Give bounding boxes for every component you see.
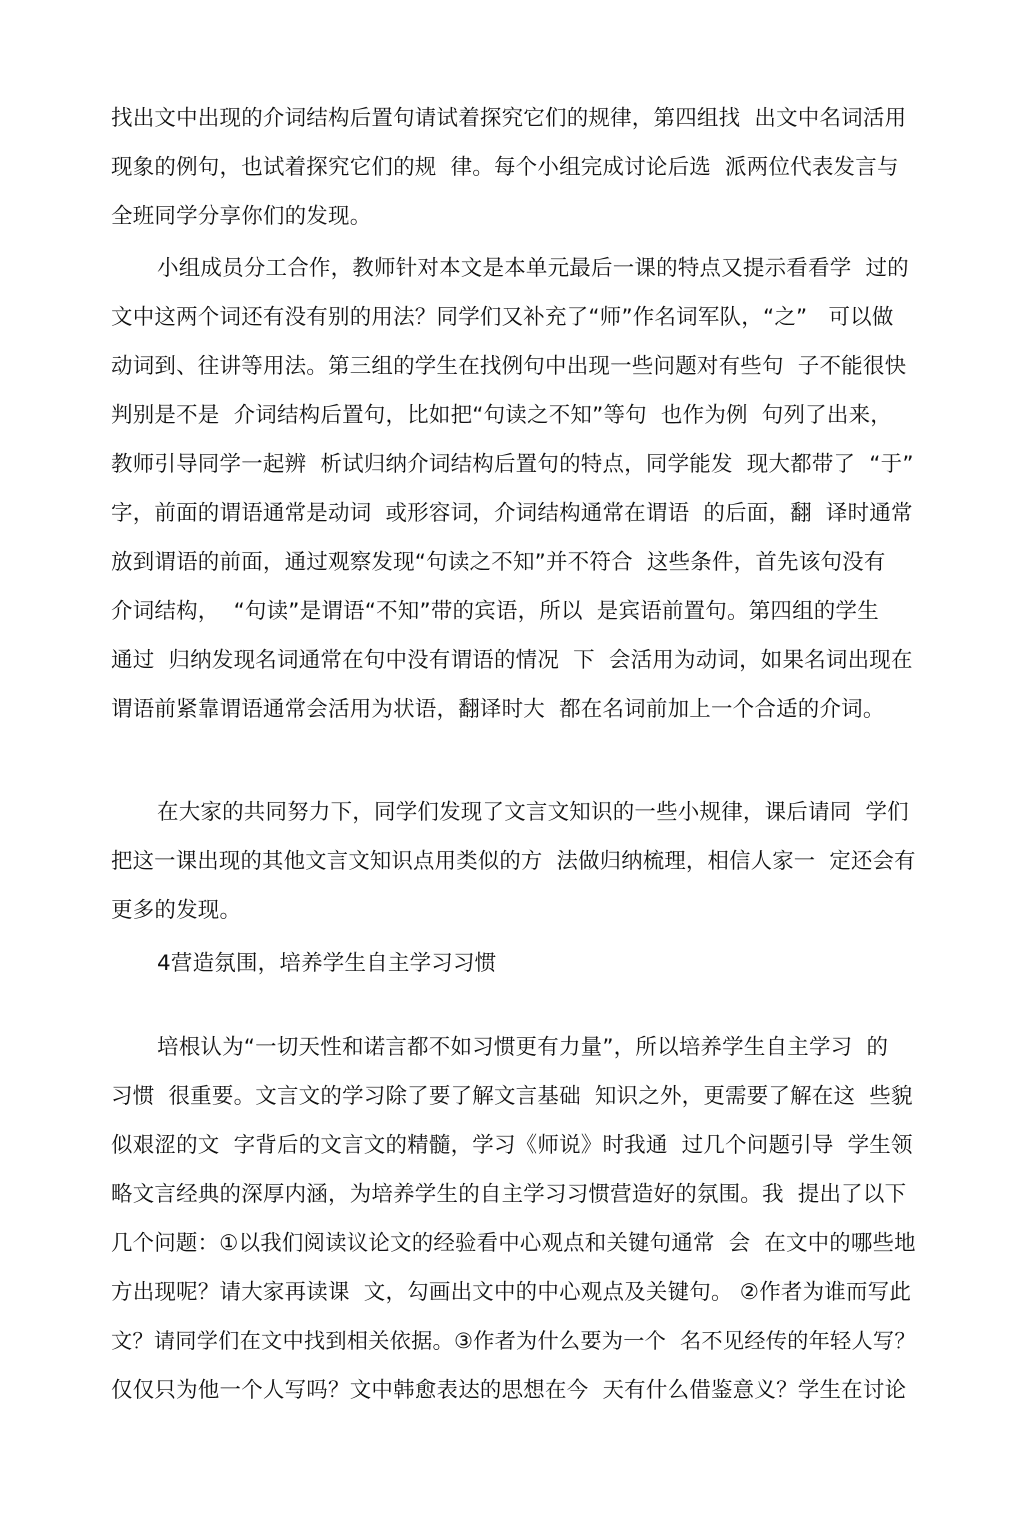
text-line: 把这一课出现的其他文言文知识点用类似的方 法做归纳梳理，相信人家一 定还会有	[111, 849, 916, 874]
text-line: 判别是不是 介词结构后置句，比如把“句读之不知”等句 也作为例 句列了出来，	[111, 403, 892, 428]
text-line: 方出现呢？请大家再读课 文，勾画出文中的中心观点及关键句。 ②作者为谁而写此	[111, 1280, 912, 1305]
text-line: 似艰涩的文 字背后的文言文的精髓，学习《师说》时我通 过几个问题引导 学生领	[111, 1133, 913, 1158]
text-line: 文中这两个词还有没有别的用法？同学们又补充了“师”作名词军队，“之” 可以做	[111, 305, 894, 330]
text-line: 文？请同学们在文中找到相关依据。③作者为什么要为一个 名不见经传的年轻人写？	[111, 1329, 916, 1354]
text-line: 几个问题：①以我们阅读议论文的经验看中心观点和关键句通常 会 在文中的哪些地	[111, 1231, 916, 1256]
text-line: 动词到、往讲等用法。第三组的学生在找例句中出现一些问题对有些句 子不能很快	[111, 354, 907, 379]
text-line: 仅仅只为他一个人写吗？文中韩愈表达的思想在今 天有什么借鉴意义？学生在讨论	[111, 1378, 907, 1403]
text-line: 培根认为“一切天性和诺言都不如习惯更有力量”，所以培养学生自主学习 的	[157, 1035, 889, 1060]
text-line: 通过 归纳发现名词通常在句中没有谓语的情况 下 会活用为动词，如果名词出现在	[111, 648, 913, 673]
text-line: 略文言经典的深厚内涵，为培养学生的自主学习习惯营造好的氛围。我 提出了以下	[111, 1182, 907, 1207]
text-line: 在大家的共同努力下，同学们发现了文言文知识的一些小规律，课后请同 学们	[157, 800, 909, 825]
text-line: 放到谓语的前面，通过观察发现“句读之不知”并不符合 这些条件，首先该句没有	[111, 550, 886, 575]
text-line: 教师引导同学一起辨 析试归纳介词结构后置句的特点，同学能发 现大都带了 “于”	[111, 452, 914, 477]
text-line: 更多的发现。	[111, 898, 242, 923]
text-line: 介词结构， “句读”是谓语“不知”带的宾语，所以 是宾语前置句。第四组的学生	[111, 599, 879, 624]
text-line: 小组成员分工合作，教师针对本文是本单元最后一课的特点又提示看看学 过的	[157, 256, 909, 281]
text-line: 字，前面的谓语通常是动词 或形容词，介词结构通常在谓语 的后面，翻 译时通常	[111, 501, 913, 526]
text-line: 现象的例句，也试着探究它们的规 律。每个小组完成讨论后选 派两位代表发言与	[111, 155, 899, 180]
text-line: 全班同学分享你们的发现。	[111, 204, 372, 229]
text-line: 找出文中出现的介词结构后置句请试着探究它们的规律，第四组找 出文中名词活用	[111, 106, 907, 131]
text-line: 习惯 很重要。文言文的学习除了要了解文言基础 知识之外，更需要了解在这 些貌	[111, 1084, 913, 1109]
text-line: 谓语前紧靠谓语通常会活用为状语，翻译时大 都在名词前加上一个合适的介词。	[111, 697, 885, 722]
section-heading: 4营造氛围，培养学生自主学习习惯	[157, 951, 497, 976]
